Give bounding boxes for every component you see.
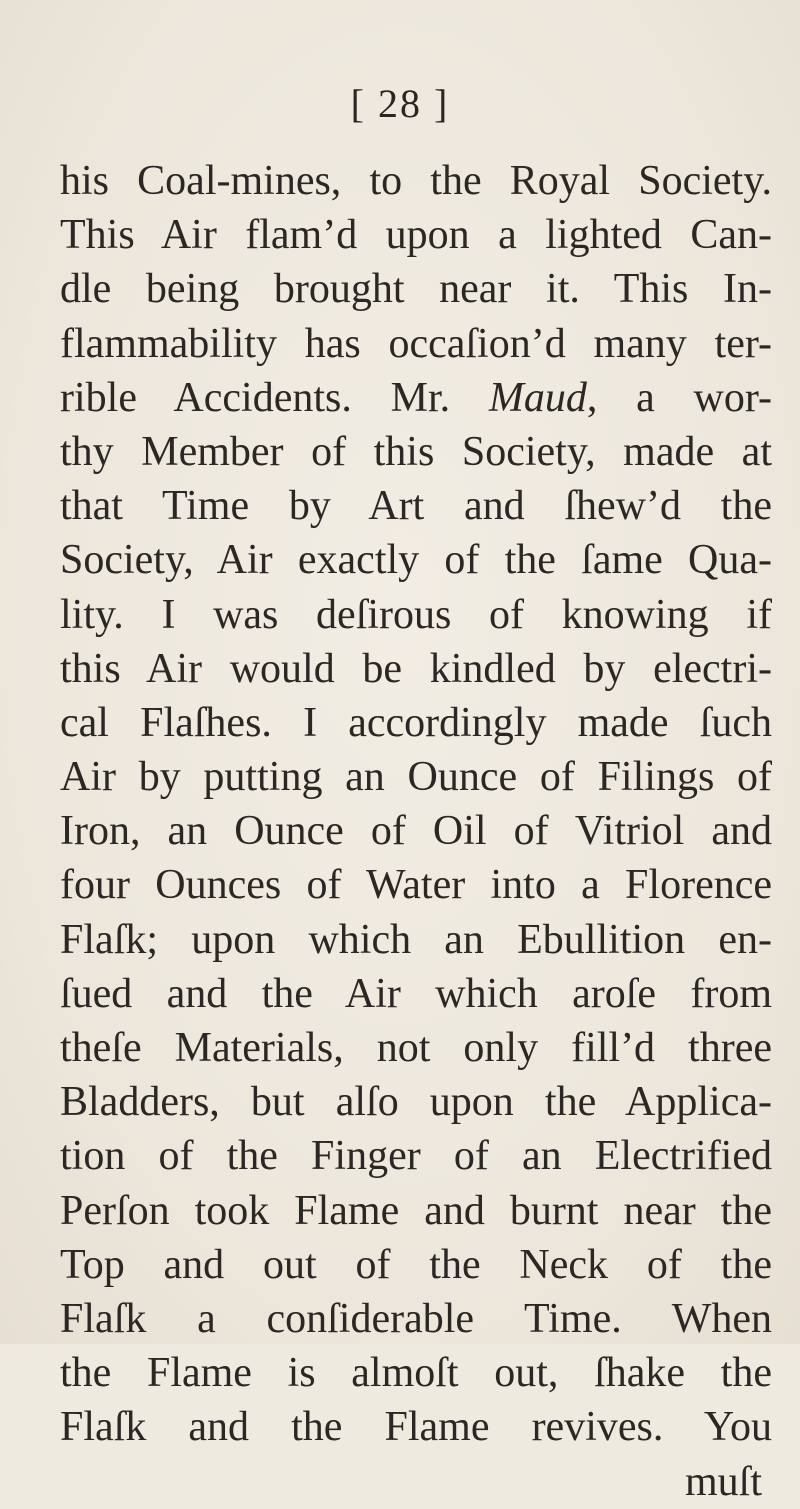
- text-line-17: theſe Materials, not only fill’d three: [60, 1025, 772, 1071]
- text-line-5-start: rible Accidents. Mr.: [60, 374, 489, 421]
- text-line-23: the Flame is almoſt out, ſhake the: [60, 1350, 772, 1397]
- text-line-12: Air by putting an Ounce of Filings of: [60, 754, 772, 801]
- name-maud: Maud: [488, 374, 587, 421]
- text-line-18: Bladders, but alſo upon the Applica-: [60, 1079, 772, 1126]
- text-line-5-end: , a wor-: [586, 374, 772, 421]
- text-line-4: flammability has occaſion’d many ter-: [60, 320, 772, 367]
- text-line-13: Iron, an Ounce of Oil of Vitriol and: [60, 808, 772, 855]
- text-line-16: ſued and the Air which aroſe from: [60, 970, 772, 1017]
- text-line-6: thy Member of this Society, made at: [60, 428, 772, 475]
- text-line-1: his Coal-mines, to the Royal Society.: [60, 158, 772, 204]
- text-line-22: Flaſk a conſiderable Time. When: [60, 1295, 772, 1342]
- text-line-2: This Air flam’d upon a lighted Can-: [60, 212, 772, 259]
- text-line-5: [60, 371, 772, 425]
- text-line-3: dle being brought near it. This In-: [60, 266, 772, 313]
- text-line-7: that Time by Art and ſhew’d the: [60, 483, 772, 530]
- body-text: [60, 154, 772, 1509]
- page-number: [ 28 ]: [350, 81, 450, 126]
- text-line-8: Society, Air exactly of the ſame Qua-: [60, 537, 772, 584]
- text-line-15: Flaſk; upon which an Ebullition en-: [60, 916, 772, 963]
- catchword: muſt: [684, 1458, 762, 1505]
- text-line-19: tion of the Finger of an Electrified: [60, 1133, 772, 1180]
- text-line-24: Flaſk and the Flame revives. You: [60, 1404, 772, 1451]
- text-line-14: four Ounces of Water into a Florence: [60, 862, 772, 909]
- text-line-21: Top and out of the Neck of the: [60, 1241, 772, 1288]
- text-line-10: this Air would be kindled by electri-: [60, 645, 772, 692]
- text-line-11: cal Flaſhes. I accordingly made ſuch: [60, 699, 772, 746]
- text-line-9: lity. I was deſirous of knowing if: [60, 591, 772, 638]
- text-line-20: Perſon took Flame and burnt near the: [60, 1187, 772, 1234]
